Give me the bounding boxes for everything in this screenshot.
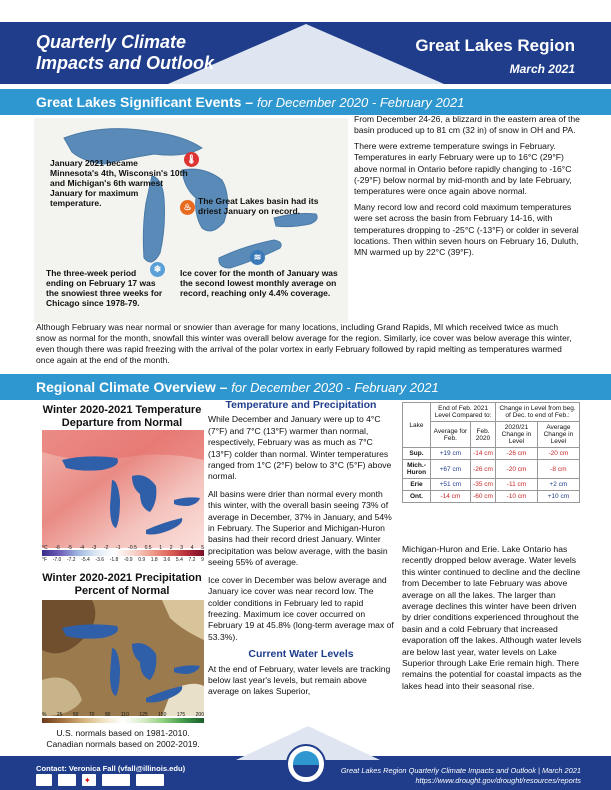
temp-paragraph: While December and January were up to 4°C (7°F) and 7°C (13°F) warmer than normal, respectively, February was as much as 7°C (13°F) colder than normal. Winter temperatures ranged from 1°C (2°F) below to 3°C (5°F) above normal.: [208, 414, 392, 482]
table-header-group2: Change in Level from beg. of Dec. to end of Feb.:: [496, 403, 580, 422]
table-col: Average for Feb.: [430, 422, 470, 448]
sea-grant-logo-icon: [58, 774, 76, 786]
map-note-january: January 2021 became Minnesota's 4th, Wisconsin's 10th and Michigan's 6th warmest January for maximum temperature.: [50, 158, 188, 208]
snowflake-icon: ❄: [150, 262, 165, 277]
nidis-logo-icon: [36, 774, 52, 786]
canada-flag-icon: ✦: [82, 774, 96, 786]
ice-icon: ≋: [250, 250, 265, 265]
water-level-table: [402, 402, 580, 503]
map-note-ice: Ice cover for the month of January was the second lowest monthly average on record, reaching only 4.4% coverage.: [180, 268, 338, 298]
precipitation-percent-map: [42, 600, 204, 716]
water-levels-heading: Current Water Levels: [248, 648, 354, 661]
water-levels-continued: Michigan-Huron and Erie. Lake Ontario has recently dropped below average. Water levels this winter continued to decline and the decline from December to late February was above average on all the lakes. The larger than average declines this winter have been driven by drier conditions experienced throughout the basin and a cold February that increased evaporation off the lakes. Although water levels are below last year, water levels on Lake Superior through Lake Erie remain high. There remains the potential for coastal impacts as the lakes head into their seasonal rise.: [402, 544, 582, 691]
page-header: [0, 0, 611, 88]
map-note-driest: The Great Lakes basin had its driest January on record.: [198, 196, 319, 216]
significant-paragraph: There were extreme temperature swings in February. Temperatures in early February were up to 16°C (29°F) above normal in Ontario before rapidly changing to -16°C (-29°F) below normal by mid-month and by late February, temperatures were once again above normal.: [354, 140, 572, 197]
significant-events-text: [354, 114, 580, 263]
significant-events-bar: [0, 89, 611, 115]
temperature-departure-map: [42, 430, 204, 548]
table-col: Average Change in Level: [537, 422, 579, 448]
great-lakes-events-map: [34, 118, 348, 323]
temp-precip-heading: Temperature and Precipitation: [225, 399, 377, 411]
temp-scale-f: °F -7.0 -7.2 -5.4 -3.6 -1.8 -0.9 0.9 1.8 3.6 5.4 7.2 9: [42, 557, 204, 563]
regional-overview-bar: [0, 374, 611, 400]
significant-wide-paragraph: Although February was near normal or snowier than average for many locations, including Grand Rapids, MI which received twice as much snow as normal for the month, snowfall this winter was overall below average for the region. Similarly, ice cover was below average this winter, even though there was rapid freezing with the arrival of the polar vortex in early February followed by rapid melting as temperatures warmed once again at the end of the month.: [36, 322, 572, 365]
environnement-canada-logo-icon: [136, 774, 164, 786]
precip-paragraph: All basins were drier than normal every month this winter, with the overall basin seeing 73% of average in December, 37% in January, and 54% in February. The Superior and Michigan-Huron basins had their record driest January. Winter precipitation was below average, with the basin seeing 55% of average.: [208, 488, 392, 568]
significant-paragraph: Many record low and record cold maximum temperatures were set across the basin from February 14-16, with temperatures dropping to -25°C (-13°F) or colder in several locations. Then within seven hours on February 16, Duluth, MN warmed up by 22°C (39°F).: [354, 201, 579, 258]
precipitation-scale: [42, 718, 204, 723]
precip-scale-labels: % 25 50 70 90 110 125 150 175 200: [42, 712, 204, 718]
temp-scale-c: °C -6 -5 -4 -3 -2 -1 -0.5 0.5 1 2 3 4 5: [42, 545, 204, 551]
resources-link[interactable]: https://www.drought.gov/drought/resources/reports: [415, 776, 581, 785]
temp-precip-section: [208, 400, 394, 704]
regional-heading: Regional Climate Overview –: [36, 379, 228, 395]
contact-info: Contact: Veronica Fall (vfall@illinois.edu): [36, 764, 186, 773]
environment-canada-logo-icon: [102, 774, 130, 786]
map-note-snowiest: The three-week period ending on February 17 was the snowiest three weeks for Chicago since 1978-79.: [46, 268, 163, 308]
thermometer-icon: 🌡: [184, 152, 199, 167]
precip-map-title: Winter 2020-2021 Precipitation Percent of Normal: [42, 572, 202, 597]
water-paragraph: At the end of February, water levels are tracking below last year's levels, but remain above average on lakes Superior,: [208, 663, 391, 697]
page-title: Quarterly Climate Impacts and Outlook: [36, 32, 215, 73]
table-header-lake: Lake: [403, 403, 431, 448]
significant-paragraph: From December 24-26, a blizzard in the eastern area of the basin produced up to 81 cm (32 in) of snow in OH and PA.: [354, 114, 580, 136]
region-title: Great Lakes Region: [415, 36, 575, 55]
report-date: March 2021: [509, 62, 575, 76]
partner-logos: [36, 774, 164, 786]
footer-citation: Great Lakes Region Quarterly Climate Impacts and Outlook | March 2021 https://www.drought.gov/drought/resources/reports: [340, 766, 581, 785]
temp-map-title: Winter 2020-2021 Temperature Departure from Normal: [42, 404, 202, 429]
noaa-logo-icon: [286, 744, 326, 784]
normals-note: U.S. normals based on 1981-2010. Canadian normals based on 2002-2019.: [46, 728, 200, 749]
table-col: Feb. 2020: [470, 422, 495, 448]
ice-paragraph: Ice cover in December was below average and January ice cover was near record low. The colder conditions in February led to rapid freezing. Maximum ice cover occurred on February 19 at 45.8% (long-term average max of 53.3%).: [208, 574, 394, 642]
page-footer: [0, 726, 611, 790]
regional-sub: for December 2020 - February 2021: [231, 380, 439, 395]
table-row: Erie +51 cm -35 cm -11 cm +2 cm: [403, 479, 580, 491]
table-col: 2020/21 Change in Level: [496, 422, 538, 448]
significant-heading: Great Lakes Significant Events –: [36, 94, 254, 110]
drought-icon: ♨: [180, 200, 195, 215]
table-row: Mich.-Huron +67 cm -26 cm -20 cm -8 cm: [403, 460, 580, 479]
table-row: Sup. +19 cm -14 cm -26 cm -20 cm: [403, 448, 580, 460]
significant-sub: for December 2020 - February 2021: [256, 95, 465, 110]
table-header-group1: End of Feb. 2021 Level Compared to:: [430, 403, 495, 422]
table-row: Ont. -14 cm -60 cm -10 cm +10 cm: [403, 491, 580, 503]
